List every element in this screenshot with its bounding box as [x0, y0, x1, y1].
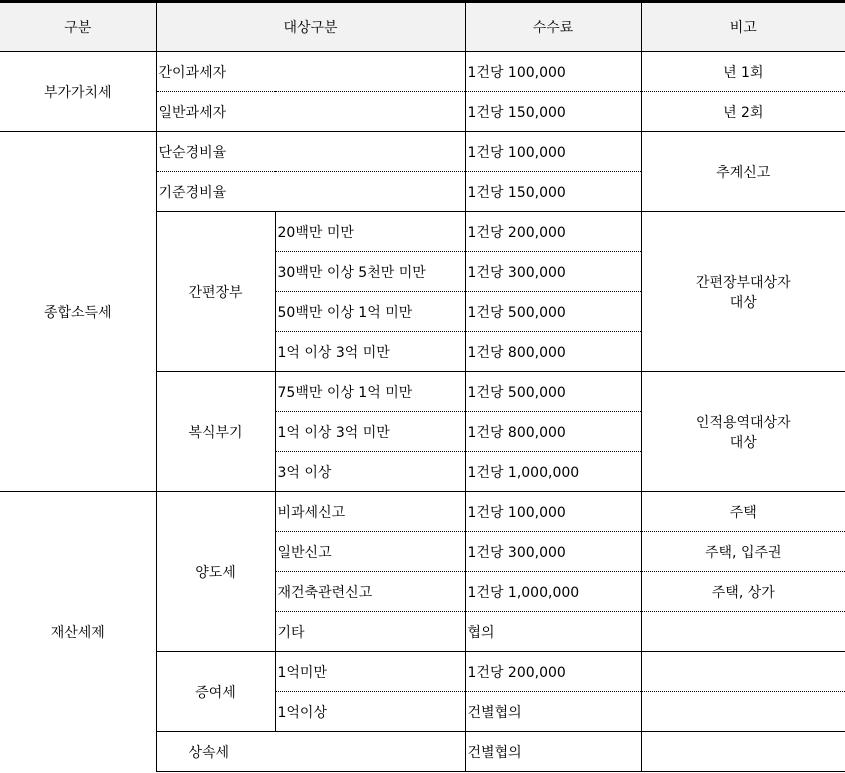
- target-cell: 기준경비율: [156, 172, 465, 212]
- note-cell: [641, 612, 845, 652]
- fee-cell: 1건당 500,000: [465, 292, 641, 332]
- note-cell: [641, 732, 845, 772]
- note-line: 간편장부대상자: [695, 274, 791, 291]
- category-vat: 부가가치세: [0, 52, 156, 132]
- fee-cell: 1건당 300,000: [465, 532, 641, 572]
- fee-cell: 건별협의: [465, 732, 641, 772]
- note-cell: [641, 652, 845, 692]
- note-cell: 주택, 입주권: [641, 532, 845, 572]
- fee-cell: 1건당 150,000: [465, 92, 641, 132]
- category-property: 재산세제: [0, 492, 156, 772]
- header-note: 비고: [641, 2, 845, 52]
- target-cell: 간이과세자: [156, 52, 465, 92]
- note-cell: 년 2회: [641, 92, 845, 132]
- range-cell: 30백만 이상 5천만 미만: [275, 252, 465, 292]
- note-line: 대상: [729, 434, 757, 451]
- fee-cell: 1건당 100,000: [465, 52, 641, 92]
- category-income: 종합소득세: [0, 132, 156, 492]
- note-cell: 주택, 상가: [641, 572, 845, 612]
- note-cell: 년 1회: [723, 64, 764, 81]
- fee-cell: 1건당 1,000,000: [465, 572, 641, 612]
- range-cell: 1억이상: [275, 692, 465, 732]
- note-line: 인적용역대상자: [695, 414, 791, 431]
- range-cell: 비과세신고: [275, 492, 465, 532]
- range-cell: 50백만 이상 1억 미만: [275, 292, 465, 332]
- subcategory-transfer: 양도세: [156, 492, 275, 652]
- fee-cell: 1건당 300,000: [465, 252, 641, 292]
- fee-cell: 1건당 150,000: [465, 172, 641, 212]
- range-cell: 재건축관련신고: [275, 572, 465, 612]
- note-line: 대상: [729, 294, 757, 311]
- subcategory-double-entry: 복식부기: [156, 372, 275, 492]
- fee-cell: 건별협의: [465, 692, 641, 732]
- fee-cell: 1건당 1,000,000: [465, 452, 641, 492]
- note-cell: 추계신고: [641, 132, 845, 212]
- range-cell: 1억미만: [275, 652, 465, 692]
- fee-cell: 1건당 500,000: [465, 372, 641, 412]
- range-cell: 20백만 미만: [275, 212, 465, 252]
- fee-cell: 1건당 800,000: [465, 412, 641, 452]
- note-cell: 주택: [641, 492, 845, 532]
- range-cell: 3억 이상: [275, 452, 465, 492]
- table-row: [0, 492, 845, 532]
- fee-cell: 1건당 800,000: [465, 332, 641, 372]
- header-fee: 수수료: [465, 2, 641, 52]
- header-target: 대상구분: [156, 2, 465, 52]
- table-row: [0, 52, 845, 92]
- range-cell: 1억 이상 3억 미만: [275, 412, 465, 452]
- note-cell: [641, 212, 845, 372]
- range-cell: 기타: [275, 612, 465, 652]
- fee-cell: 협의: [465, 612, 641, 652]
- subcategory-simple-book: 간편장부: [156, 212, 275, 372]
- note-cell: [641, 372, 845, 492]
- table-header-row: [0, 2, 845, 52]
- range-cell: 1억 이상 3억 미만: [275, 332, 465, 372]
- subcategory-gift: 증여세: [156, 652, 275, 732]
- target-cell: 단순경비율: [156, 132, 465, 172]
- note-cell: [641, 692, 845, 732]
- range-cell: 일반신고: [275, 532, 465, 572]
- fee-cell: 1건당 100,000: [465, 132, 641, 172]
- fee-cell: 1건당 200,000: [465, 652, 641, 692]
- header-category: 구분: [0, 2, 156, 52]
- fee-cell: 1건당 100,000: [465, 492, 641, 532]
- target-cell: 일반과세자: [156, 92, 465, 132]
- table-row: [0, 132, 845, 172]
- subcategory-inheritance: 상속세: [156, 732, 465, 772]
- range-cell: 75백만 이상 1억 미만: [275, 372, 465, 412]
- fee-cell: 1건당 200,000: [465, 212, 641, 252]
